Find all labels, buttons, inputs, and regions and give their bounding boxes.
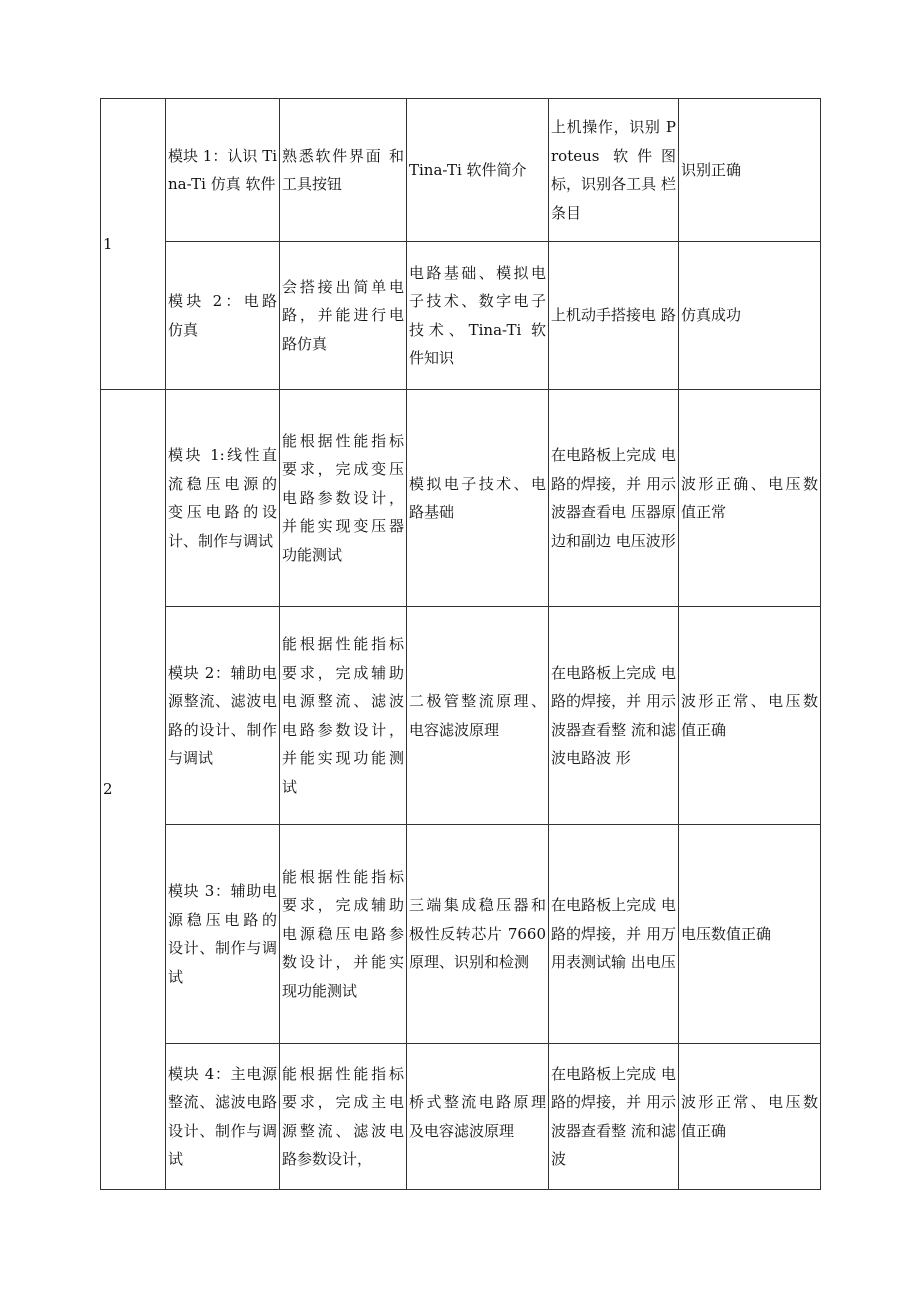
method-cell: 上机操作，识别 Proteus 软件图 标，识别各工具 栏条目 (549, 99, 679, 242)
knowledge-cell: Tina-Ti 软件简介 (407, 99, 549, 242)
method-cell: 在电路板上完成 电路的焊接，并 用万用表测试输 出电压 (549, 825, 679, 1044)
table-row (101, 242, 821, 390)
standard-cell: 仿真成功 (679, 242, 821, 390)
method-cell: 上机动手搭接电 路 (549, 242, 679, 390)
knowledge-cell: 电路基础、模拟电 子技术、数字电子 技术、Tina-Ti 软 件知识 (407, 242, 549, 390)
standard-cell: 识别正确 (679, 99, 821, 242)
task-cell: 熟悉软件界面 和工具按钮 (280, 99, 407, 242)
group-number-cell: 2 (101, 390, 166, 1190)
table-row (101, 607, 821, 825)
module-cell: 模块 2：电路 仿真 (166, 242, 280, 390)
task-cell: 能根据性能指标 要求，完成辅助 电源整流、滤波 电路参数设计， 并能实现功能测 试 (280, 607, 407, 825)
module-cell: 模块 1:线性直 流稳压电源的 变压电路的设 计、制作与调试 (166, 390, 280, 607)
table-row (101, 99, 821, 242)
method-cell: 在电路板上完成 电路的焊接，并 用示波器查看电 压器原边和副边 电压波形 (549, 390, 679, 607)
module-cell: 模块 2：辅助电 源整流、滤波电 路的设计、制作 与调试 (166, 607, 280, 825)
group-number-cell: 1 (101, 99, 166, 390)
table-row (101, 1044, 821, 1190)
course-module-table (100, 98, 821, 1190)
method-cell: 在电路板上完成 电路的焊接，并 用示波器查看整 流和滤波 (549, 1044, 679, 1190)
table-row (101, 825, 821, 1044)
module-cell: 模块 3：辅助电 源稳压电路的 设计、制作与调 试 (166, 825, 280, 1044)
method-cell: 在电路板上完成 电路的焊接，并 用示波器查看整 流和滤波电路波 形 (549, 607, 679, 825)
standard-cell: 波形正常、电压数 值正确 (679, 1044, 821, 1190)
task-cell: 能根据性能指标 要求，完成变压 电路参数设计， 并能实现变压器 功能测试 (280, 390, 407, 607)
knowledge-cell: 二极管整流原理、 电容滤波原理 (407, 607, 549, 825)
standard-cell: 波形正确、电压数 值正常 (679, 390, 821, 607)
standard-cell: 电压数值正确 (679, 825, 821, 1044)
task-cell: 能根据性能指标 要求，完成主电 源整流、滤波电 路参数设计， (280, 1044, 407, 1190)
table-row (101, 390, 821, 607)
knowledge-cell: 模拟电子技术、电 路基础 (407, 390, 549, 607)
module-cell: 模块 1：认识 Tina-Ti 仿真 软件 (166, 99, 280, 242)
module-cell: 模块 4：主电源 整流、滤波电路 设计、制作与调 试 (166, 1044, 280, 1190)
knowledge-cell: 三端集成稳压器和 极性反转芯片 7660 原理、识别和检测 (407, 825, 549, 1044)
knowledge-cell: 桥式整流电路原理 及电容滤波原理 (407, 1044, 549, 1190)
task-cell: 会搭接出简单电 路，并能进行电 路仿真 (280, 242, 407, 390)
standard-cell: 波形正常、电压数 值正确 (679, 607, 821, 825)
task-cell: 能根据性能指标 要求，完成辅助 电源稳压电路参 数设计，并能实 现功能测试 (280, 825, 407, 1044)
